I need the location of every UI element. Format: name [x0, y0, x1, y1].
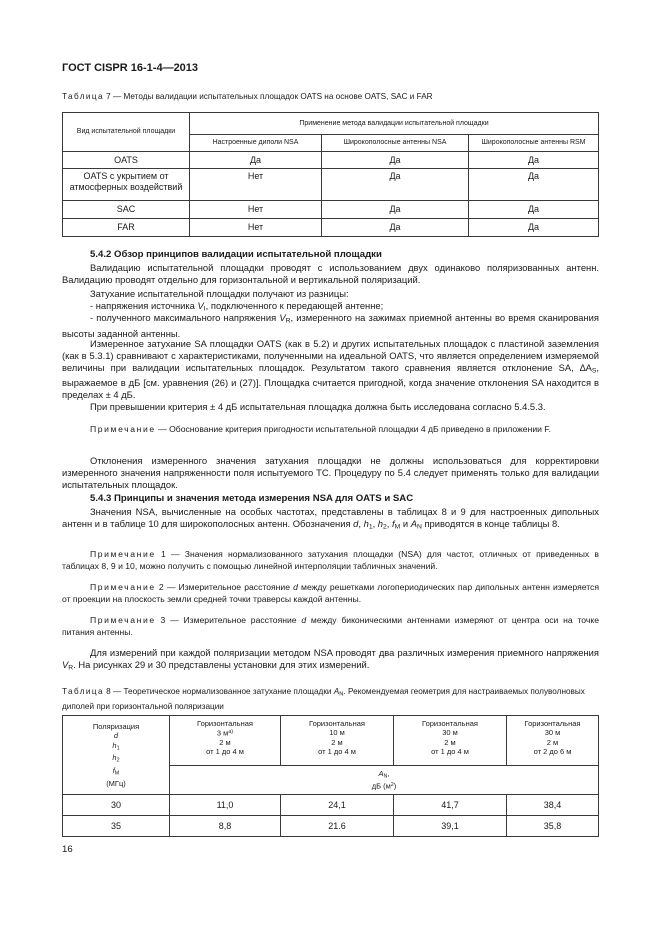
section-5-4-3-heading: 5.4.3 Принципы и значения метода измерения NSA для OATS и SAC: [90, 493, 414, 504]
list-item: - напряжения источника $V_I$, подключенного к передающей антенне;: [90, 300, 384, 313]
table-row: [63, 795, 599, 816]
col-nsa: Настроенные диполи NSA: [190, 135, 322, 152]
col-site: Вид испытательной площадки: [63, 113, 190, 152]
col-geometry-3: Горизонтальная 30 м 2 м от 1 до 4 м: [394, 716, 507, 766]
cell-nsa: Да: [190, 152, 322, 169]
paragraph: Затухание испытательной площадки получают из разницы:: [90, 288, 349, 299]
paragraph: При превышении критерия ± 4 дБ испытательная площадка должна быть исследована согласно 5.4.5.3.: [90, 401, 546, 412]
caption-label: Таблица: [62, 92, 104, 101]
col-group: Применение метода валидации испытательной площадки: [190, 113, 599, 135]
cell-site: SAC: [63, 201, 190, 219]
cell-frequency: 30: [63, 795, 170, 816]
an-header: $A_N$, дБ $(м^2)$: [170, 766, 599, 795]
note: Примечание 1 — Значения нормализованного затухания площадки (NSA) для частот, отличных от приведенных в таблицах 8, 9 и 10, можно получить с помощью линейной интерполяции табличных значений.: [62, 549, 599, 571]
cell-frequency: 35: [63, 816, 170, 837]
cell-bnsa: Да: [322, 201, 469, 219]
paragraph: Отклонения измеренного значения затухания площадки не должны использоваться для корректировки измеренного значения напряженности поля испытуемого ТС. Процедуру по 5.4 следует применять только для валидации испытательных площадок.: [62, 455, 599, 490]
cell-rsm: Да: [469, 152, 599, 169]
cell-rsm: Да: [469, 219, 599, 237]
table-row: [63, 219, 599, 237]
note: Примечание — Обоснование критерия пригодности испытательной площадки 4 дБ приведено в приложении F.: [90, 424, 551, 434]
table-row: [63, 152, 599, 169]
paragraph: Измеренное затухание SA площадки OATS (как в 5.2) и других испытательных площадок с пластиной заземления (как в 5.3.1) сравнивают с характеристиками, полученными на идеальной OATS, что является определением измеряемой величины при валидации испытательных площадок. Результатом такого сравнения является отклонение SA, $\Delta A_S$, выражаемое в дБ [см. уравнения (26) и (27)]. Площадка считается пригодной, когда значение отклонения SA находится в пределах ± 4 дБ.: [62, 338, 599, 401]
paragraph: Значения NSA, вычисленные на особых частотах, представлены в таблицах 8 и 9 для настроенных дипольных антенн и в таблице 10 для широкополосных антенн. Обозначения d, $h_1$, $h_2$, $f_M$ и $A_N$ приводятся в конце таблицы 8.: [62, 506, 599, 531]
cell-rsm: Да: [469, 169, 599, 201]
cell-value: 11,0: [170, 795, 281, 816]
cell-value: 35,8: [507, 816, 599, 837]
table-7: [62, 112, 599, 237]
table-8: [62, 715, 599, 837]
col-geometry-2: Горизонтальная 10 м 2 м от 1 до 4 м: [281, 716, 394, 766]
cell-rsm: Да: [469, 201, 599, 219]
cell-bnsa: Да: [322, 152, 469, 169]
cell-value: 21.6: [281, 816, 394, 837]
col-broad-rsm: Широкополосные антенны RSM: [469, 135, 599, 152]
table-row: [63, 816, 599, 837]
cell-value: 38,4: [507, 795, 599, 816]
list-item: - полученного максимального напряжения $V_R$, измеренного на зажимах приемной антенны во время сканирования высоты заданной антенны.: [62, 312, 599, 339]
col-broad-nsa: Широкополосные антенны NSA: [322, 135, 469, 152]
caption-text: 7 — Методы валидации испытательных площадок OATS на основе OATS, SAC и FAR: [103, 92, 433, 101]
cell-bnsa: Да: [322, 219, 469, 237]
table-row: [63, 169, 599, 201]
cell-value: 39,1: [394, 816, 507, 837]
page-number: 16: [62, 844, 73, 855]
paragraph: Валидацию испытательной площадки проводят с использованием двух одинаково поляризованных антенн. Валидацию проводят отдельно для горизонтальной и вертикальной поляризаций.: [62, 262, 599, 285]
cell-value: 8,8: [170, 816, 281, 837]
cell-nsa: Нет: [190, 169, 322, 201]
cell-site: OATS: [63, 152, 190, 169]
table-7-caption: [62, 91, 433, 103]
page-header: ГОСТ CISPR 16-1-4—2013: [62, 62, 199, 74]
table-8-caption: Таблица 8 — Теоретическое нормализованное затухание площадки $A_N$. Рекомендуемая геометрия для настраиваемых полуволновых диполей при горизонтальной поляризации: [62, 687, 585, 711]
cell-value: 41,7: [394, 795, 507, 816]
cell-site: OATS с укрытием от атмосферных воздействий: [63, 169, 190, 201]
cell-value: 24,1: [281, 795, 394, 816]
cell-nsa: Нет: [190, 201, 322, 219]
col-geometry-4: Горизонтальная 30 м 2 м от 2 до 6 м: [507, 716, 599, 766]
paragraph: Для измерений при каждой поляризации методом NSA проводят два различных измерения приемного напряжения $V_R$. На рисунках 29 и 30 представлены установки для этих измерений.: [62, 647, 599, 672]
section-5-4-2-heading: 5.4.2 Обзор принципов валидации испытательной площадки: [90, 249, 382, 260]
cell-bnsa: Да: [322, 169, 469, 201]
col-geometry-1: Горизонтальная 3 $м^{a)}$ 2 м от 1 до 4 м: [170, 716, 281, 766]
note: Примечание 3 — Измерительное расстояние d между биконическими антеннами измеряют от центра оси на точке питания антенны.: [62, 615, 600, 637]
cell-nsa: Нет: [190, 219, 322, 237]
table-row: [63, 201, 599, 219]
note: Примечание 2 — Измерительное расстояние d между решетками логопериодических пар дипольных антенн измеряется от проекции на плоскость земли средней точки траверсы каждой антенны.: [62, 582, 600, 604]
cell-site: FAR: [63, 219, 190, 237]
param-header: Поляризация d $h_1$ $h_2$ $f_M$ (МГц): [63, 716, 170, 795]
